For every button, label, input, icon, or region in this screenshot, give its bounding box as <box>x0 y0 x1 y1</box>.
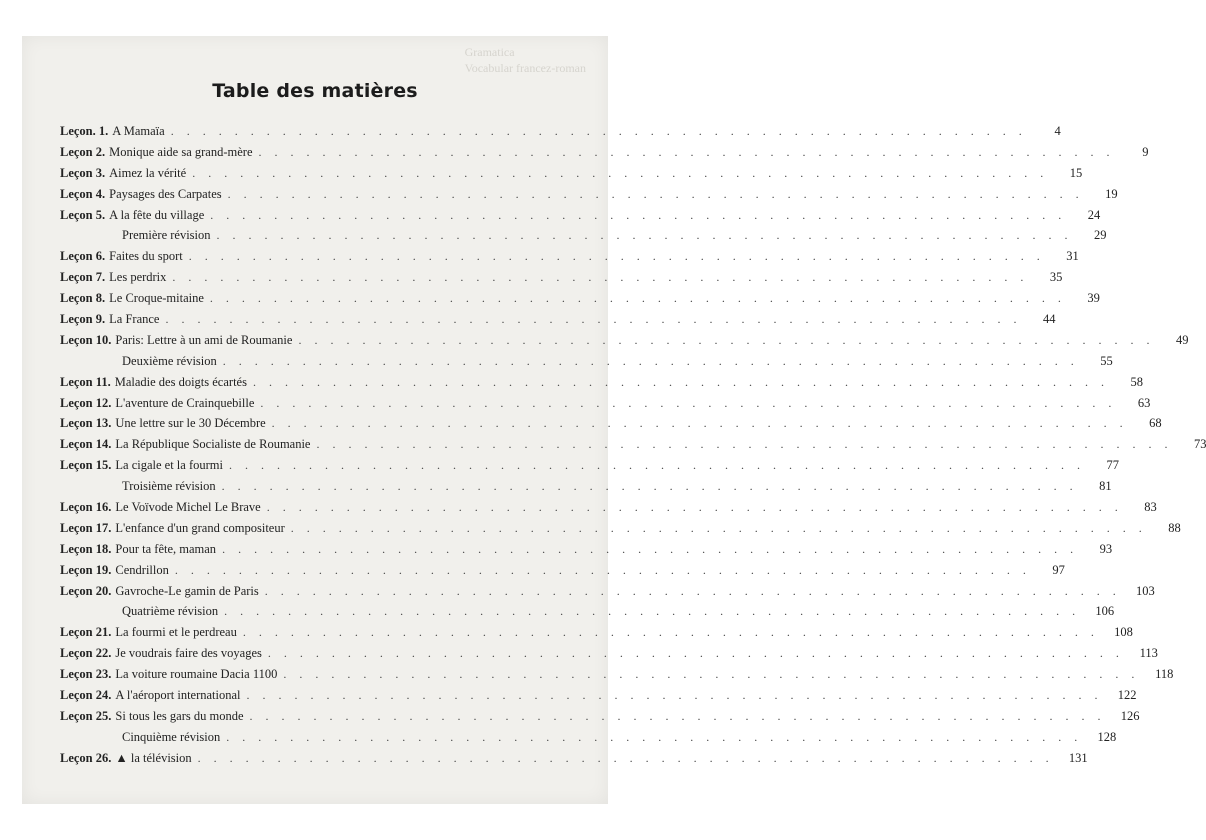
toc-revision-entry <box>60 353 1113 375</box>
toc-entry <box>60 249 1079 270</box>
page-number: 39 <box>1087 291 1100 306</box>
lesson-number: Leçon 6. <box>60 249 106 264</box>
entry-title: Quatrième révision <box>122 604 219 619</box>
lesson-number: Leçon. 1. <box>60 124 109 138</box>
page-number: 63 <box>1137 395 1151 410</box>
page-number: 35 <box>1049 270 1063 285</box>
dot-leader: . . . . . . . . . . . . . . . . . . . . . . . . . . . . . . . . . . . . . . . . . . . . . . . . . . . . . . <box>165 312 1022 327</box>
dot-leader: . . . . . . . . . . . . . . . . . . . . . . . . . . . . . . . . . . . . . . . . . . . . . . . . . . . . . . <box>271 416 1128 431</box>
toc-entry <box>60 688 1137 709</box>
lesson-number: Leçon 12. <box>60 395 112 410</box>
entry-title: La fourmi et le perdreau <box>115 625 237 640</box>
dot-leader: . . . . . . . . . . . . . . . . . . . . . . . . . . . . . . . . . . . . . . . . . . . . . . . . . . . . . . <box>252 374 1109 389</box>
dot-leader: . . . . . . . . . . . . . . . . . . . . . . . . . . . . . . . . . . . . . . . . . . . . . . . . . . . . . . <box>283 667 1140 682</box>
lesson-number: Leçon 16. <box>60 500 112 515</box>
toc-entry <box>60 291 1100 312</box>
dot-leader: . . . . . . . . . . . . . . . . . . . . . . . . . . . . . . . . . . . . . . . . . . . . . . . . . . . . . . <box>170 124 1027 138</box>
dot-leader: . . . . . . . . . . . . . . . . . . . . . . . . . . . . . . . . . . . . . . . . . . . . . . . . . . . . . . <box>228 458 1085 473</box>
entry-title: Une lettre sur le 30 Décembre <box>115 416 266 431</box>
toc-entry <box>60 646 1158 667</box>
toc-entry <box>60 144 1149 166</box>
dot-leader: . . . . . . . . . . . . . . . . . . . . . . . . . . . . . . . . . . . . . . . . . . . . . . . . . . . . . . <box>224 604 1081 619</box>
dot-leader: . . . . . . . . . . . . . . . . . . . . . . . . . . . . . . . . . . . . . . . . . . . . . . . . . . . . . . <box>260 395 1117 410</box>
page-number: 73 <box>1193 437 1206 452</box>
toc-entry <box>60 458 1119 479</box>
toc-entry <box>60 124 1061 145</box>
page-number: 83 <box>1144 500 1157 515</box>
entry-title: Cinquième révision <box>122 729 221 744</box>
lesson-number: Leçon 8. <box>60 291 106 306</box>
lesson-number: Leçon 10. <box>60 332 112 347</box>
toc-entry <box>60 270 1063 291</box>
lesson-number: Leçon 21. <box>60 625 112 640</box>
lesson-number: Leçon 13. <box>60 416 112 431</box>
page-number: 106 <box>1095 604 1115 619</box>
bleed-through-text <box>465 44 586 76</box>
lesson-number: Leçon 22. <box>60 646 112 661</box>
page-number: 131 <box>1068 750 1088 765</box>
entry-title: L'aventure de Crainquebille <box>115 395 255 410</box>
lesson-number: Leçon 7. <box>60 270 106 285</box>
dot-leader: . . . . . . . . . . . . . . . . . . . . . . . . . . . . . . . . . . . . . . . . . . . . . . . . . . . . . . <box>290 520 1147 535</box>
entry-title: Monique aide sa grand-mère <box>109 144 253 159</box>
lesson-number: Leçon 9. <box>60 312 106 327</box>
entry-title: Aimez la vérité <box>109 165 187 180</box>
toc-entry <box>60 500 1157 521</box>
toc-entry <box>60 667 1174 688</box>
dot-leader: . . . . . . . . . . . . . . . . . . . . . . . . . . . . . . . . . . . . . . . . . . . . . . . . . . . . . . <box>266 500 1123 515</box>
entry-title: Paris: Lettre à un ami de Roumanie <box>115 332 293 347</box>
dot-leader: . . . . . . . . . . . . . . . . . . . . . . . . . . . . . . . . . . . . . . . . . . . . . . . . . . . . . . <box>210 207 1067 222</box>
toc-entry <box>60 207 1101 229</box>
dot-leader: . . . . . . . . . . . . . . . . . . . . . . . . . . . . . . . . . . . . . . . . . . . . . . . . . . . . . . <box>197 750 1054 765</box>
page-number: 68 <box>1149 416 1162 431</box>
book-page <box>22 36 1206 804</box>
dot-leader: . . . . . . . . . . . . . . . . . . . . . . . . . . . . . . . . . . . . . . . . . . . . . . . . . . . . . . <box>222 353 1079 368</box>
entry-title: La cigale et la fourmi <box>115 458 223 473</box>
lesson-number: Leçon 2. <box>60 144 106 159</box>
lesson-number: Leçon 17. <box>60 520 112 535</box>
toc-entry <box>60 625 1133 646</box>
page-number: 93 <box>1099 541 1113 556</box>
dot-leader: . . . . . . . . . . . . . . . . . . . . . . . . . . . . . . . . . . . . . . . . . . . . . . . . . . . . . . <box>209 291 1066 306</box>
lesson-number: Leçon 20. <box>60 583 112 598</box>
entry-title: Troisième révision <box>122 479 216 494</box>
page-number: 126 <box>1120 708 1140 723</box>
dot-leader: . . . . . . . . . . . . . . . . . . . . . . . . . . . . . . . . . . . . . . . . . . . . . . . . . . . . . . <box>174 562 1031 577</box>
dot-leader: . . . . . . . . . . . . . . . . . . . . . . . . . . . . . . . . . . . . . . . . . . . . . . . . . . . . . . <box>227 186 1084 201</box>
entry-title: Paysages des Carpates <box>109 186 222 201</box>
page-number: 31 <box>1066 249 1079 264</box>
entry-title: Si tous les gars du monde <box>115 708 244 723</box>
lesson-number: Leçon 3. <box>60 165 106 180</box>
entry-title: Les perdrix <box>109 270 167 285</box>
page-title: Table des matières <box>212 80 418 102</box>
entry-title: L'enfance d'un grand compositeur <box>115 520 285 535</box>
page-number: 15 <box>1069 165 1083 180</box>
page-number: 19 <box>1105 186 1118 201</box>
toc-revision-entry <box>60 604 1115 625</box>
dot-leader: . . . . . . . . . . . . . . . . . . . . . . . . . . . . . . . . . . . . . . . . . . . . . . . . . . . . . . <box>242 625 1099 640</box>
toc-entry <box>60 416 1162 437</box>
lesson-number: Leçon 15. <box>60 458 112 473</box>
entry-title: Le Croque-mitaine <box>109 291 204 306</box>
entry-title: La République Socialiste de Roumanie <box>115 437 311 452</box>
toc-entry <box>60 562 1065 584</box>
dot-leader: . . . . . . . . . . . . . . . . . . . . . . . . . . . . . . . . . . . . . . . . . . . . . . . . . . . . . . <box>316 437 1173 452</box>
lesson-number: Leçon 5. <box>60 207 106 222</box>
toc-entry <box>60 395 1151 417</box>
table-of-contents <box>60 124 1206 772</box>
lesson-number: Leçon 25. <box>60 708 112 723</box>
lesson-number: Leçon 26. <box>60 750 112 765</box>
page-number: 44 <box>1042 312 1056 327</box>
page-number: 29 <box>1094 228 1107 243</box>
toc-entry <box>60 750 1088 772</box>
toc-entry <box>60 374 1143 396</box>
toc-entry <box>60 332 1189 354</box>
toc-entry <box>60 541 1113 563</box>
page-number: 103 <box>1136 583 1155 598</box>
entry-title: ▲ la télévision <box>115 750 192 765</box>
bleed-through-line: Vocabular francez-roman <box>464 61 586 75</box>
lesson-number: Leçon 14. <box>60 437 112 452</box>
page-number: 24 <box>1087 207 1101 222</box>
toc-entry <box>60 583 1155 605</box>
entry-title: Je voudrais faire des voyages <box>115 646 262 661</box>
toc-entry <box>60 165 1083 187</box>
toc-entry <box>60 708 1140 730</box>
dot-leader: . . . . . . . . . . . . . . . . . . . . . . . . . . . . . . . . . . . . . . . . . . . . . . . . . . . . . . <box>222 541 1079 556</box>
page-number: 81 <box>1099 479 1112 494</box>
toc-entry <box>60 186 1118 208</box>
dot-leader: . . . . . . . . . . . . . . . . . . . . . . . . . . . . . . . . . . . . . . . . . . . . . . . . . . . . . . <box>258 144 1115 159</box>
page-number: 55 <box>1100 353 1113 368</box>
entry-title: Maladie des doigts écartés <box>114 374 247 389</box>
dot-leader: . . . . . . . . . . . . . . . . . . . . . . . . . . . . . . . . . . . . . . . . . . . . . . . . . . . . . . <box>192 165 1049 180</box>
lesson-number: Leçon 11. <box>60 374 111 389</box>
lesson-number: Leçon 24. <box>60 688 112 703</box>
page-number: 9 <box>1142 144 1149 159</box>
page-number: 58 <box>1130 374 1143 389</box>
entry-title: La France <box>109 312 160 327</box>
entry-title: A Mamaïa <box>112 124 165 138</box>
entry-title: A la fête du village <box>109 207 205 222</box>
page-number: 4 <box>1054 124 1061 138</box>
toc-entry <box>60 312 1056 333</box>
lesson-number: Leçon 18. <box>60 541 112 556</box>
dot-leader: . . . . . . . . . . . . . . . . . . . . . . . . . . . . . . . . . . . . . . . . . . . . . . . . . . . . . . <box>249 708 1106 723</box>
toc-revision-entry <box>60 729 1117 751</box>
lesson-number: Leçon 4. <box>60 186 106 201</box>
entry-title: Pour ta fête, maman <box>115 541 217 556</box>
dot-leader: . . . . . . . . . . . . . . . . . . . . . . . . . . . . . . . . . . . . . . . . . . . . . . . . . . . . . . <box>246 688 1103 703</box>
page-number: 49 <box>1175 332 1189 347</box>
dot-leader: . . . . . . . . . . . . . . . . . . . . . . . . . . . . . . . . . . . . . . . . . . . . . . . . . . . . . . <box>216 228 1073 243</box>
page-number: 113 <box>1139 646 1158 661</box>
toc-entry <box>60 437 1206 458</box>
entry-title: Deuxième révision <box>122 353 217 368</box>
dot-leader: . . . . . . . . . . . . . . . . . . . . . . . . . . . . . . . . . . . . . . . . . . . . . . . . . . . . . . <box>264 583 1121 598</box>
bleed-through-line: Gramatica <box>464 45 515 59</box>
page-number: 88 <box>1168 520 1181 535</box>
entry-title: Faites du sport <box>109 249 183 264</box>
page-number: 122 <box>1117 688 1137 703</box>
dot-leader: . . . . . . . . . . . . . . . . . . . . . . . . . . . . . . . . . . . . . . . . . . . . . . . . . . . . . . <box>172 270 1029 285</box>
dot-leader: . . . . . . . . . . . . . . . . . . . . . . . . . . . . . . . . . . . . . . . . . . . . . . . . . . . . . . <box>188 249 1045 264</box>
page-number: 77 <box>1106 458 1119 473</box>
entry-title: La voiture roumaine Dacia 1100 <box>115 667 278 682</box>
entry-title: Première révision <box>122 228 211 243</box>
lesson-number: Leçon 19. <box>60 562 112 577</box>
entry-title: Gavroche-Le gamin de Paris <box>115 583 259 598</box>
toc-revision-entry <box>60 479 1112 500</box>
page-number: 108 <box>1114 625 1133 640</box>
dot-leader: . . . . . . . . . . . . . . . . . . . . . . . . . . . . . . . . . . . . . . . . . . . . . . . . . . . . . . <box>298 332 1155 347</box>
page-number: 128 <box>1097 729 1117 744</box>
toc-entry <box>60 520 1181 542</box>
dot-leader: . . . . . . . . . . . . . . . . . . . . . . . . . . . . . . . . . . . . . . . . . . . . . . . . . . . . . . <box>267 646 1124 661</box>
toc-revision-entry <box>60 228 1107 249</box>
entry-title: Cendrillon <box>115 562 169 577</box>
page-number: 118 <box>1155 667 1174 682</box>
dot-leader: . . . . . . . . . . . . . . . . . . . . . . . . . . . . . . . . . . . . . . . . . . . . . . . . . . . . . . <box>221 479 1078 494</box>
page-number: 97 <box>1052 562 1065 577</box>
dot-leader: . . . . . . . . . . . . . . . . . . . . . . . . . . . . . . . . . . . . . . . . . . . . . . . . . . . . . . <box>226 729 1083 744</box>
entry-title: Le Voïvode Michel Le Brave <box>115 500 261 515</box>
entry-title: A l'aéroport international <box>115 688 241 703</box>
lesson-number: Leçon 23. <box>60 667 112 682</box>
